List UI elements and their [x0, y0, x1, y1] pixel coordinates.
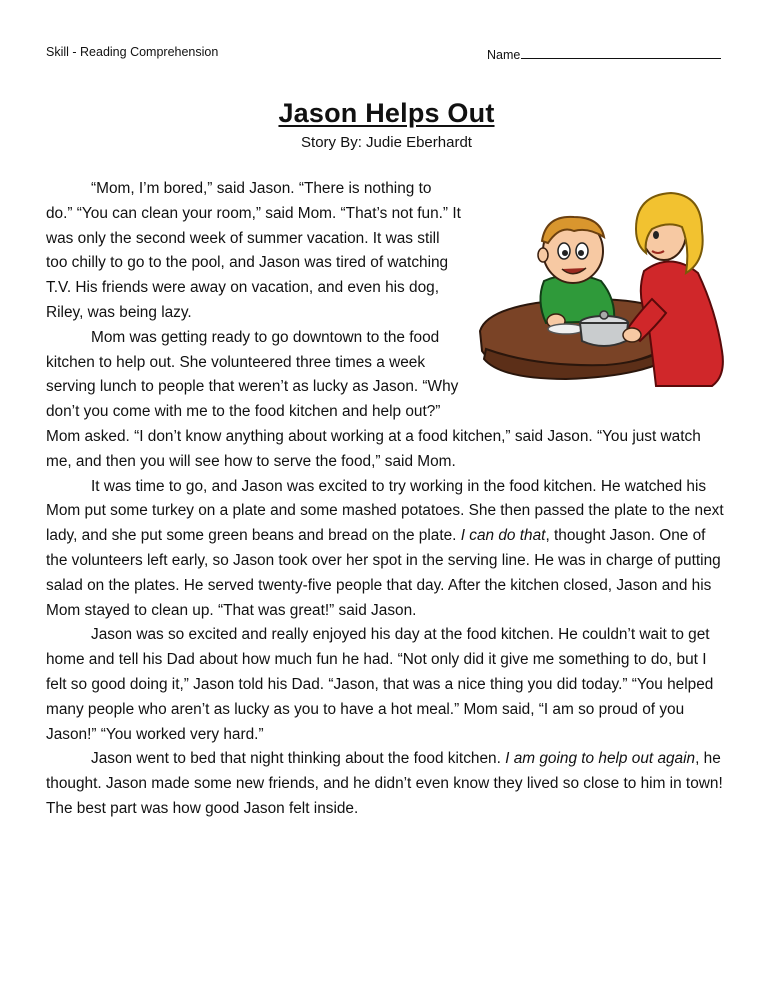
italic-thought: I can do that: [460, 527, 546, 545]
italic-thought: I am going to help out again: [505, 750, 696, 768]
story-paragraph: Jason went to bed that night thinking about the food kitchen. I am going to help out again, he thought. Jason made some new friends, and he didn’t even know they lived so close to him in town! The best part was how good Jason felt inside.: [46, 750, 723, 817]
story-paragraph: Jason was so excited and really enjoyed his day at the food kitchen. He couldn’t wait to get home and tell his Dad about how much fun he had. “Not only did it give me something to do, but I felt so good doing it,” Jason told his Dad. “Jason, that was a nice thing you did today.” “You helped many people who aren’t as lucky as you to have a hot meal.” Mom said, “I am so proud of you Jason!” “You worked very hard.”: [46, 626, 714, 743]
name-label: Name: [487, 48, 521, 62]
story-byline: Story By: Judie Eberhardt: [301, 134, 472, 151]
story-paragraph: “Mom, I’m bored,” said Jason. “There is nothing to do.” “You can clean your room,” said Mom. “That’s not fun.” It was only the second week of summer vacation. It was still too chilly to go to the pool, and Jason was tired of watching T.V. His friends were away on vacation, and even his dog, Riley, was being lazy.: [46, 180, 461, 321]
worksheet-header: [46, 45, 721, 65]
story-paragraph: Mom was getting ready to go downtown to the food kitchen to help out. She volunteered three times a week serving lunch to people that weren’t as lucky as Jason. “Why don’t you come with me to the food kitchen and help out?” Mom asked. “I don’t know anything about working at a food kitchen,” said Jason. “You just watch me, and then you will see how to serve the food,” said Mom.: [46, 328, 701, 470]
name-field[interactable]: [487, 45, 721, 62]
story-paragraph: It was time to go, and Jason was excited to try working in the food kitchen. He watched his Mom put some turkey on a plate and some mashed potatoes. She then passed the plate to the next lady, and she put some green beans and bread on the plate. I can do that, thought Jason. One of the volunteers left early, so Jason took over her spot in the serving line. He was in charge of putting salad on the plates. He served twenty-five people that day. After the kitchen closed, Jason and his Mom stayed to clean up. “That was great!” said Jason.: [46, 477, 724, 619]
story-body: [46, 177, 726, 822]
story-title: Jason Helps Out: [278, 98, 495, 128]
mom-serving-food-illustration: [476, 181, 734, 396]
skill-label: Skill - Reading Comprehension: [46, 45, 219, 59]
name-blank-line[interactable]: [521, 45, 721, 59]
